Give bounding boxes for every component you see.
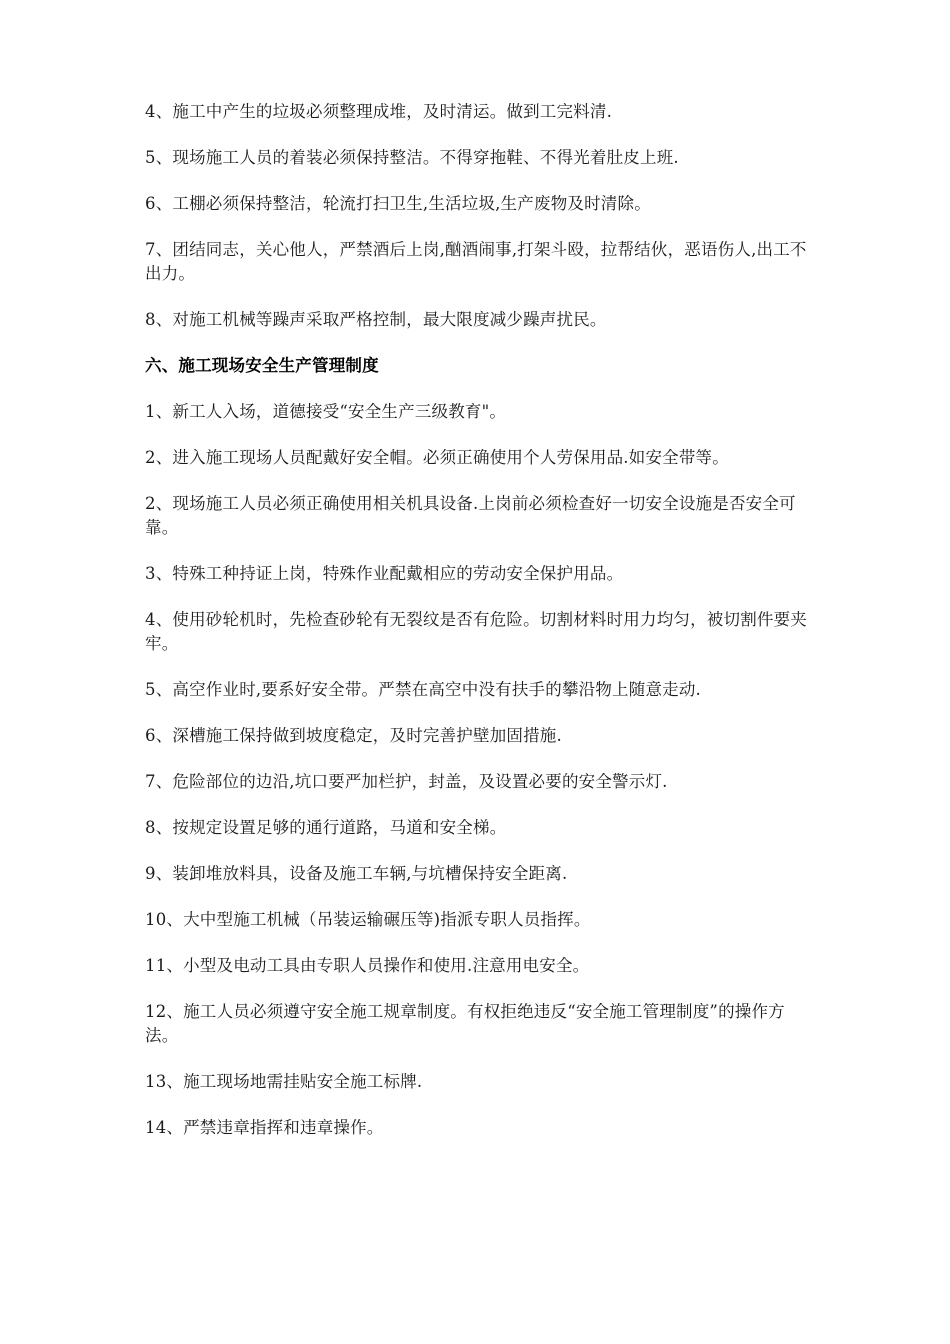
list-item: 12、施工人员必须遵守安全施工规章制度。有权拒绝违反“安全施工管理制度”的操作方法。 [145, 1002, 785, 1045]
list-item: 10、大中型施工机械（吊装运输碾压等)指派专职人员指挥。 [145, 910, 591, 929]
list-item: 9、装卸堆放料具，设备及施工车辆,与坑槽保持安全距离. [145, 864, 568, 883]
document-body [145, 100, 810, 1162]
list-item: 4、施工中产生的垃圾必须整理成堆，及时清运。做到工完料清. [145, 102, 613, 121]
list-item: 5、现场施工人员的着装必须保持整洁。不得穿拖鞋、不得光着肚皮上班. [145, 148, 679, 167]
list-item: 11、小型及电动工具由专职人员操作和使用.注意用电安全。 [145, 956, 590, 975]
list-item: 2、现场施工人员必须正确使用相关机具设备.上岗前必须检查好一切安全设施是否安全可靠。 [145, 494, 796, 537]
list-item: 3、特殊工种持证上岗，特殊作业配戴相应的劳动安全保护用品。 [145, 564, 624, 583]
list-item: 4、使用砂轮机时，先检查砂轮有无裂纹是否有危险。切割材料时用力均匀，被切割件要夹牢。 [145, 610, 807, 653]
list-item: 8、按规定设置足够的通行道路，马道和安全梯。 [145, 818, 507, 837]
list-item: 2、进入施工现场人员配戴好安全帽。必须正确使用个人劳保用品.如安全带等。 [145, 448, 729, 467]
list-item: 14、严禁违章指挥和违章操作。 [145, 1118, 384, 1137]
list-item: 6、工棚必须保持整洁，轮流打扫卫生,生活垃圾,生产废物及时清除。 [145, 194, 651, 213]
list-item: 7、危险部位的边沿,坑口要严加栏护，封盖，及设置必要的安全警示灯. [145, 772, 668, 791]
section-heading: 六、施工现场安全生产管理制度 [145, 356, 379, 375]
list-item: 6、深槽施工保持做到坡度稳定，及时完善护壁加固措施. [145, 726, 562, 745]
list-item: 13、施工现场地需挂贴安全施工标牌. [145, 1072, 423, 1091]
list-item: 1、新工人入场，道德接受“安全生产三级教育"。 [145, 402, 507, 421]
list-item: 8、对施工机械等躁声采取严格控制，最大限度减少躁声扰民。 [145, 310, 607, 329]
list-item: 7、团结同志，关心他人，严禁酒后上岗,酗酒闹事,打架斗殴，拉帮结伙，恶语伤人,出工不出力。 [145, 240, 807, 283]
list-item: 5、高空作业时,要系好安全带。严禁在高空中没有扶手的攀沿物上随意走动. [145, 680, 701, 699]
